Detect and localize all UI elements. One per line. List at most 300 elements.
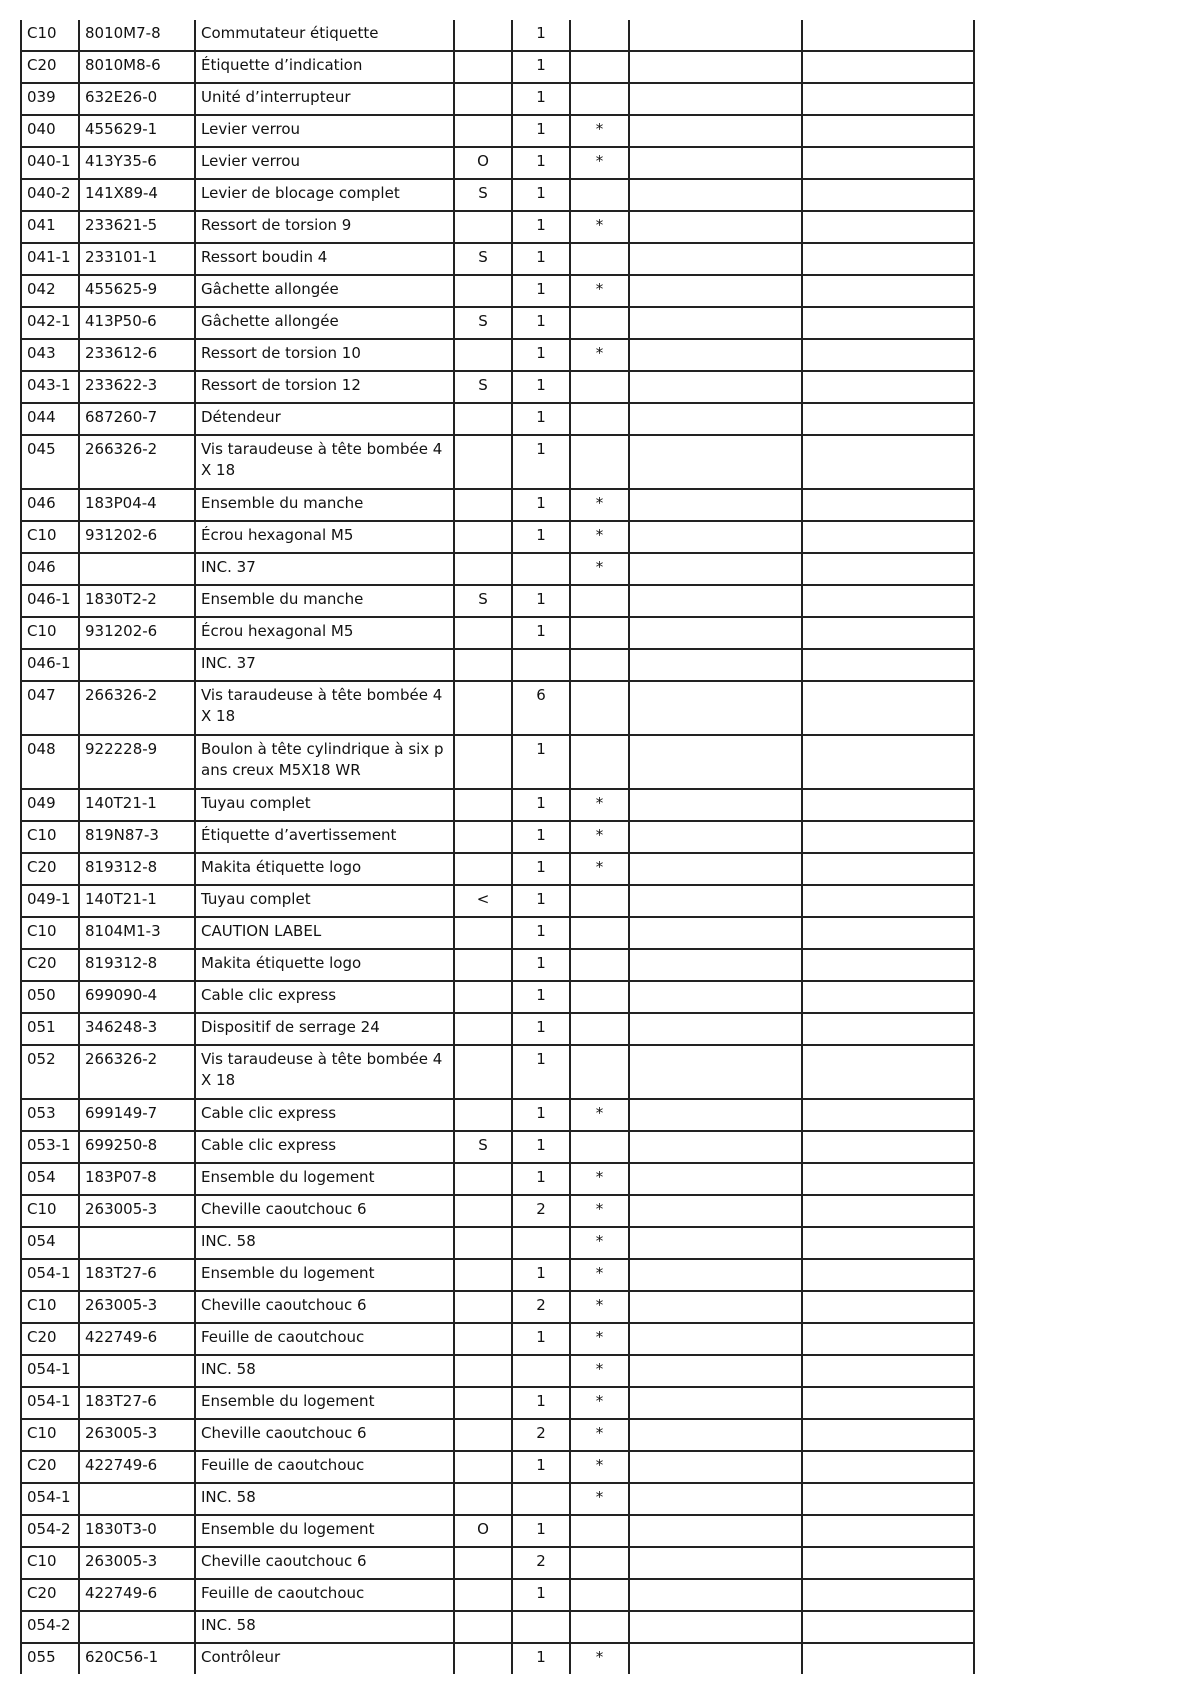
- blank-cell: [629, 275, 802, 307]
- blank-cell: [629, 1419, 802, 1451]
- table-row: [21, 1483, 974, 1515]
- quantity-cell: [512, 1355, 570, 1387]
- flag-cell: [570, 1013, 629, 1045]
- flag-cell: [570, 307, 629, 339]
- item-index-cell: 053-1: [21, 1131, 79, 1163]
- table-row: [21, 307, 974, 339]
- blank-cell: [802, 1515, 974, 1547]
- item-index-cell: 042: [21, 275, 79, 307]
- flag-cell: [570, 20, 629, 51]
- blank-cell: [629, 1547, 802, 1579]
- table-row: [21, 1195, 974, 1227]
- remark-cell: <: [454, 885, 512, 917]
- item-index-cell: 042-1: [21, 307, 79, 339]
- quantity-cell: [512, 1227, 570, 1259]
- flag-cell: *: [570, 1387, 629, 1419]
- quantity-cell: 1: [512, 275, 570, 307]
- quantity-cell: 1: [512, 371, 570, 403]
- part-number-cell: 233621-5: [79, 211, 195, 243]
- blank-cell: [802, 435, 974, 489]
- quantity-cell: 1: [512, 51, 570, 83]
- quantity-cell: 1: [512, 1451, 570, 1483]
- remark-cell: [454, 339, 512, 371]
- item-index-cell: C10: [21, 521, 79, 553]
- blank-cell: [802, 735, 974, 789]
- quantity-cell: 2: [512, 1547, 570, 1579]
- description-cell: INC. 58: [195, 1483, 454, 1515]
- quantity-cell: 1: [512, 1131, 570, 1163]
- quantity-cell: 1: [512, 981, 570, 1013]
- item-index-cell: 053: [21, 1099, 79, 1131]
- description-cell: INC. 58: [195, 1611, 454, 1643]
- table-row: [21, 1045, 974, 1099]
- blank-cell: [802, 1195, 974, 1227]
- table-row: [21, 1451, 974, 1483]
- remark-cell: [454, 853, 512, 885]
- part-number-cell: 931202-6: [79, 521, 195, 553]
- flag-cell: *: [570, 821, 629, 853]
- table-row: [21, 20, 974, 51]
- blank-cell: [802, 853, 974, 885]
- flag-cell: [570, 917, 629, 949]
- table-row: [21, 83, 974, 115]
- part-number-cell: 422749-6: [79, 1579, 195, 1611]
- part-number-cell: 931202-6: [79, 617, 195, 649]
- table-row: [21, 917, 974, 949]
- description-cell: Tuyau complet: [195, 789, 454, 821]
- blank-cell: [629, 1579, 802, 1611]
- blank-cell: [802, 1547, 974, 1579]
- item-index-cell: C20: [21, 1579, 79, 1611]
- table-row: [21, 1131, 974, 1163]
- flag-cell: [570, 1515, 629, 1547]
- quantity-cell: 1: [512, 1045, 570, 1099]
- blank-cell: [802, 1643, 974, 1674]
- description-cell: Ensemble du logement: [195, 1515, 454, 1547]
- blank-cell: [629, 949, 802, 981]
- quantity-cell: 1: [512, 243, 570, 275]
- item-index-cell: 054: [21, 1163, 79, 1195]
- blank-cell: [629, 211, 802, 243]
- item-index-cell: C10: [21, 821, 79, 853]
- remark-cell: [454, 949, 512, 981]
- blank-cell: [629, 1483, 802, 1515]
- part-number-cell: 699149-7: [79, 1099, 195, 1131]
- flag-cell: *: [570, 1643, 629, 1674]
- table-row: [21, 179, 974, 211]
- table-row: [21, 553, 974, 585]
- flag-cell: [570, 403, 629, 435]
- item-index-cell: 048: [21, 735, 79, 789]
- description-cell: Gâchette allongée: [195, 275, 454, 307]
- item-index-cell: 040-1: [21, 147, 79, 179]
- blank-cell: [802, 1483, 974, 1515]
- remark-cell: O: [454, 147, 512, 179]
- blank-cell: [802, 821, 974, 853]
- description-cell: INC. 58: [195, 1227, 454, 1259]
- remark-cell: [454, 649, 512, 681]
- description-cell: Cheville caoutchouc 6: [195, 1291, 454, 1323]
- table-row: [21, 617, 974, 649]
- remark-cell: [454, 1045, 512, 1099]
- blank-cell: [629, 403, 802, 435]
- flag-cell: *: [570, 147, 629, 179]
- blank-cell: [629, 115, 802, 147]
- blank-cell: [629, 435, 802, 489]
- quantity-cell: 1: [512, 585, 570, 617]
- table-row: [21, 1013, 974, 1045]
- flag-cell: [570, 981, 629, 1013]
- table-row: [21, 1547, 974, 1579]
- flag-cell: [570, 735, 629, 789]
- blank-cell: [802, 1099, 974, 1131]
- blank-cell: [629, 1227, 802, 1259]
- remark-cell: [454, 1291, 512, 1323]
- quantity-cell: 1: [512, 179, 570, 211]
- remark-cell: [454, 1387, 512, 1419]
- blank-cell: [629, 1045, 802, 1099]
- quantity-cell: 2: [512, 1419, 570, 1451]
- quantity-cell: 1: [512, 1387, 570, 1419]
- description-cell: Feuille de caoutchouc: [195, 1451, 454, 1483]
- item-index-cell: C10: [21, 1291, 79, 1323]
- quantity-cell: 1: [512, 1013, 570, 1045]
- flag-cell: [570, 371, 629, 403]
- blank-cell: [802, 1323, 974, 1355]
- part-number-cell: 620C56-1: [79, 1643, 195, 1674]
- part-number-cell: 233612-6: [79, 339, 195, 371]
- blank-cell: [802, 51, 974, 83]
- quantity-cell: [512, 1611, 570, 1643]
- description-cell: INC. 37: [195, 649, 454, 681]
- description-cell: Étiquette d’avertissement: [195, 821, 454, 853]
- remark-cell: S: [454, 585, 512, 617]
- blank-cell: [802, 489, 974, 521]
- part-number-cell: 263005-3: [79, 1547, 195, 1579]
- item-index-cell: 054-1: [21, 1483, 79, 1515]
- flag-cell: *: [570, 1419, 629, 1451]
- description-cell: INC. 58: [195, 1355, 454, 1387]
- part-number-cell: 140T21-1: [79, 789, 195, 821]
- table-row: [21, 1163, 974, 1195]
- blank-cell: [802, 1387, 974, 1419]
- blank-cell: [802, 1227, 974, 1259]
- table-row: [21, 585, 974, 617]
- table-row: [21, 147, 974, 179]
- quantity-cell: 2: [512, 1195, 570, 1227]
- table-row: [21, 681, 974, 735]
- quantity-cell: [512, 1483, 570, 1515]
- item-index-cell: 054-2: [21, 1515, 79, 1547]
- item-index-cell: 043-1: [21, 371, 79, 403]
- flag-cell: [570, 885, 629, 917]
- quantity-cell: [512, 553, 570, 585]
- item-index-cell: 054-2: [21, 1611, 79, 1643]
- remark-cell: [454, 981, 512, 1013]
- quantity-cell: 1: [512, 1259, 570, 1291]
- part-number-cell: 266326-2: [79, 1045, 195, 1099]
- remark-cell: [454, 735, 512, 789]
- remark-cell: S: [454, 243, 512, 275]
- part-number-cell: 413P50-6: [79, 307, 195, 339]
- description-cell: CAUTION LABEL: [195, 917, 454, 949]
- table-row: [21, 1515, 974, 1547]
- quantity-cell: 2: [512, 1291, 570, 1323]
- table-row: [21, 115, 974, 147]
- item-index-cell: 054-1: [21, 1387, 79, 1419]
- blank-cell: [802, 553, 974, 585]
- part-number-cell: 455629-1: [79, 115, 195, 147]
- item-index-cell: C10: [21, 617, 79, 649]
- remark-cell: [454, 1013, 512, 1045]
- flag-cell: *: [570, 789, 629, 821]
- description-cell: Ensemble du manche: [195, 489, 454, 521]
- description-cell: Ensemble du logement: [195, 1163, 454, 1195]
- flag-cell: [570, 179, 629, 211]
- quantity-cell: 1: [512, 735, 570, 789]
- description-cell: Cheville caoutchouc 6: [195, 1547, 454, 1579]
- remark-cell: O: [454, 1515, 512, 1547]
- flag-cell: *: [570, 1227, 629, 1259]
- parts-table-body: [21, 20, 974, 1674]
- remark-cell: [454, 553, 512, 585]
- description-cell: Vis taraudeuse à tête bombée 4X 18: [195, 435, 454, 489]
- part-number-cell: 422749-6: [79, 1323, 195, 1355]
- description-cell: Feuille de caoutchouc: [195, 1323, 454, 1355]
- blank-cell: [802, 179, 974, 211]
- item-index-cell: 046-1: [21, 649, 79, 681]
- blank-cell: [802, 885, 974, 917]
- quantity-cell: 1: [512, 1323, 570, 1355]
- remark-cell: [454, 1611, 512, 1643]
- blank-cell: [629, 1163, 802, 1195]
- table-row: [21, 981, 974, 1013]
- table-row: [21, 821, 974, 853]
- quantity-cell: 1: [512, 339, 570, 371]
- table-row: [21, 1419, 974, 1451]
- flag-cell: *: [570, 1323, 629, 1355]
- item-index-cell: 040-2: [21, 179, 79, 211]
- item-index-cell: 046: [21, 553, 79, 585]
- blank-cell: [629, 179, 802, 211]
- part-number-cell: 8010M8-6: [79, 51, 195, 83]
- blank-cell: [802, 949, 974, 981]
- table-row: [21, 51, 974, 83]
- blank-cell: [802, 1355, 974, 1387]
- part-number-cell: 699090-4: [79, 981, 195, 1013]
- part-number-cell: 819N87-3: [79, 821, 195, 853]
- blank-cell: [802, 917, 974, 949]
- blank-cell: [629, 1387, 802, 1419]
- quantity-cell: 1: [512, 521, 570, 553]
- item-index-cell: 044: [21, 403, 79, 435]
- blank-cell: [802, 681, 974, 735]
- quantity-cell: 1: [512, 949, 570, 981]
- blank-cell: [802, 403, 974, 435]
- blank-cell: [802, 1451, 974, 1483]
- part-number-cell: 140T21-1: [79, 885, 195, 917]
- remark-cell: [454, 51, 512, 83]
- remark-cell: [454, 617, 512, 649]
- blank-cell: [629, 917, 802, 949]
- remark-cell: [454, 1451, 512, 1483]
- description-cell: Ensemble du logement: [195, 1259, 454, 1291]
- remark-cell: [454, 275, 512, 307]
- parts-table: [20, 20, 975, 1674]
- description-cell: Écrou hexagonal M5: [195, 521, 454, 553]
- blank-cell: [629, 1099, 802, 1131]
- part-number-cell: 1830T3-0: [79, 1515, 195, 1547]
- flag-cell: *: [570, 1355, 629, 1387]
- remark-cell: [454, 1579, 512, 1611]
- remark-cell: [454, 789, 512, 821]
- flag-cell: [570, 1045, 629, 1099]
- table-row: [21, 1259, 974, 1291]
- blank-cell: [802, 1045, 974, 1099]
- part-number-cell: 183P07-8: [79, 1163, 195, 1195]
- remark-cell: [454, 917, 512, 949]
- blank-cell: [802, 617, 974, 649]
- blank-cell: [802, 1579, 974, 1611]
- part-number-cell: 455625-9: [79, 275, 195, 307]
- part-number-cell: 263005-3: [79, 1291, 195, 1323]
- table-row: [21, 243, 974, 275]
- blank-cell: [802, 585, 974, 617]
- description-cell: Ensemble du manche: [195, 585, 454, 617]
- blank-cell: [629, 853, 802, 885]
- table-row: [21, 649, 974, 681]
- flag-cell: [570, 1611, 629, 1643]
- remark-cell: [454, 403, 512, 435]
- table-row: [21, 1355, 974, 1387]
- quantity-cell: 6: [512, 681, 570, 735]
- flag-cell: [570, 435, 629, 489]
- table-row: [21, 1387, 974, 1419]
- item-index-cell: 049: [21, 789, 79, 821]
- remark-cell: [454, 1419, 512, 1451]
- quantity-cell: 1: [512, 1579, 570, 1611]
- part-number-cell: 632E26-0: [79, 83, 195, 115]
- description-cell: Ressort de torsion 10: [195, 339, 454, 371]
- flag-cell: [570, 51, 629, 83]
- blank-cell: [629, 981, 802, 1013]
- description-cell: Ressort boudin 4: [195, 243, 454, 275]
- item-index-cell: 055: [21, 1643, 79, 1674]
- blank-cell: [802, 147, 974, 179]
- description-cell: Levier de blocage complet: [195, 179, 454, 211]
- part-number-cell: [79, 553, 195, 585]
- item-index-cell: 046: [21, 489, 79, 521]
- flag-cell: *: [570, 1451, 629, 1483]
- description-cell: Étiquette d’indication: [195, 51, 454, 83]
- description-cell: Cheville caoutchouc 6: [195, 1419, 454, 1451]
- item-index-cell: C20: [21, 1323, 79, 1355]
- blank-cell: [629, 51, 802, 83]
- description-cell: Cable clic express: [195, 1099, 454, 1131]
- item-index-cell: 054-1: [21, 1259, 79, 1291]
- remark-cell: [454, 1099, 512, 1131]
- table-row: [21, 885, 974, 917]
- remark-cell: S: [454, 1131, 512, 1163]
- quantity-cell: 1: [512, 789, 570, 821]
- flag-cell: [570, 83, 629, 115]
- description-cell: INC. 37: [195, 553, 454, 585]
- blank-cell: [629, 1515, 802, 1547]
- blank-cell: [802, 789, 974, 821]
- blank-cell: [802, 521, 974, 553]
- part-number-cell: [79, 1483, 195, 1515]
- item-index-cell: 047: [21, 681, 79, 735]
- remark-cell: [454, 821, 512, 853]
- quantity-cell: 1: [512, 435, 570, 489]
- flag-cell: *: [570, 1259, 629, 1291]
- part-number-cell: 183P04-4: [79, 489, 195, 521]
- quantity-cell: 1: [512, 917, 570, 949]
- flag-cell: *: [570, 1291, 629, 1323]
- table-row: [21, 521, 974, 553]
- description-cell: Vis taraudeuse à tête bombée 4X 18: [195, 681, 454, 735]
- blank-cell: [629, 617, 802, 649]
- part-number-cell: 263005-3: [79, 1419, 195, 1451]
- table-row: [21, 403, 974, 435]
- part-number-cell: 266326-2: [79, 681, 195, 735]
- flag-cell: *: [570, 553, 629, 585]
- part-number-cell: 183T27-6: [79, 1259, 195, 1291]
- blank-cell: [802, 243, 974, 275]
- remark-cell: [454, 83, 512, 115]
- remark-cell: [454, 1547, 512, 1579]
- blank-cell: [629, 821, 802, 853]
- blank-cell: [802, 1419, 974, 1451]
- blank-cell: [629, 1291, 802, 1323]
- blank-cell: [802, 83, 974, 115]
- item-index-cell: 041: [21, 211, 79, 243]
- blank-cell: [802, 1259, 974, 1291]
- blank-cell: [802, 1291, 974, 1323]
- quantity-cell: 1: [512, 853, 570, 885]
- flag-cell: *: [570, 489, 629, 521]
- description-cell: Détendeur: [195, 403, 454, 435]
- item-index-cell: C10: [21, 1419, 79, 1451]
- table-row: [21, 1611, 974, 1643]
- flag-cell: *: [570, 211, 629, 243]
- remark-cell: [454, 211, 512, 243]
- quantity-cell: 1: [512, 821, 570, 853]
- item-index-cell: 050: [21, 981, 79, 1013]
- table-row: [21, 735, 974, 789]
- part-number-cell: [79, 649, 195, 681]
- remark-cell: S: [454, 371, 512, 403]
- item-index-cell: C10: [21, 1547, 79, 1579]
- blank-cell: [629, 1131, 802, 1163]
- item-index-cell: 046-1: [21, 585, 79, 617]
- description-cell: Ressort de torsion 9: [195, 211, 454, 243]
- remark-cell: [454, 1227, 512, 1259]
- item-index-cell: 043: [21, 339, 79, 371]
- remark-cell: [454, 681, 512, 735]
- blank-cell: [802, 1131, 974, 1163]
- item-index-cell: 054: [21, 1227, 79, 1259]
- table-row: [21, 1323, 974, 1355]
- blank-cell: [802, 115, 974, 147]
- quantity-cell: 1: [512, 617, 570, 649]
- table-row: [21, 1227, 974, 1259]
- part-number-cell: 687260-7: [79, 403, 195, 435]
- table-row: [21, 371, 974, 403]
- item-index-cell: 051: [21, 1013, 79, 1045]
- item-index-cell: C20: [21, 949, 79, 981]
- blank-cell: [629, 1643, 802, 1674]
